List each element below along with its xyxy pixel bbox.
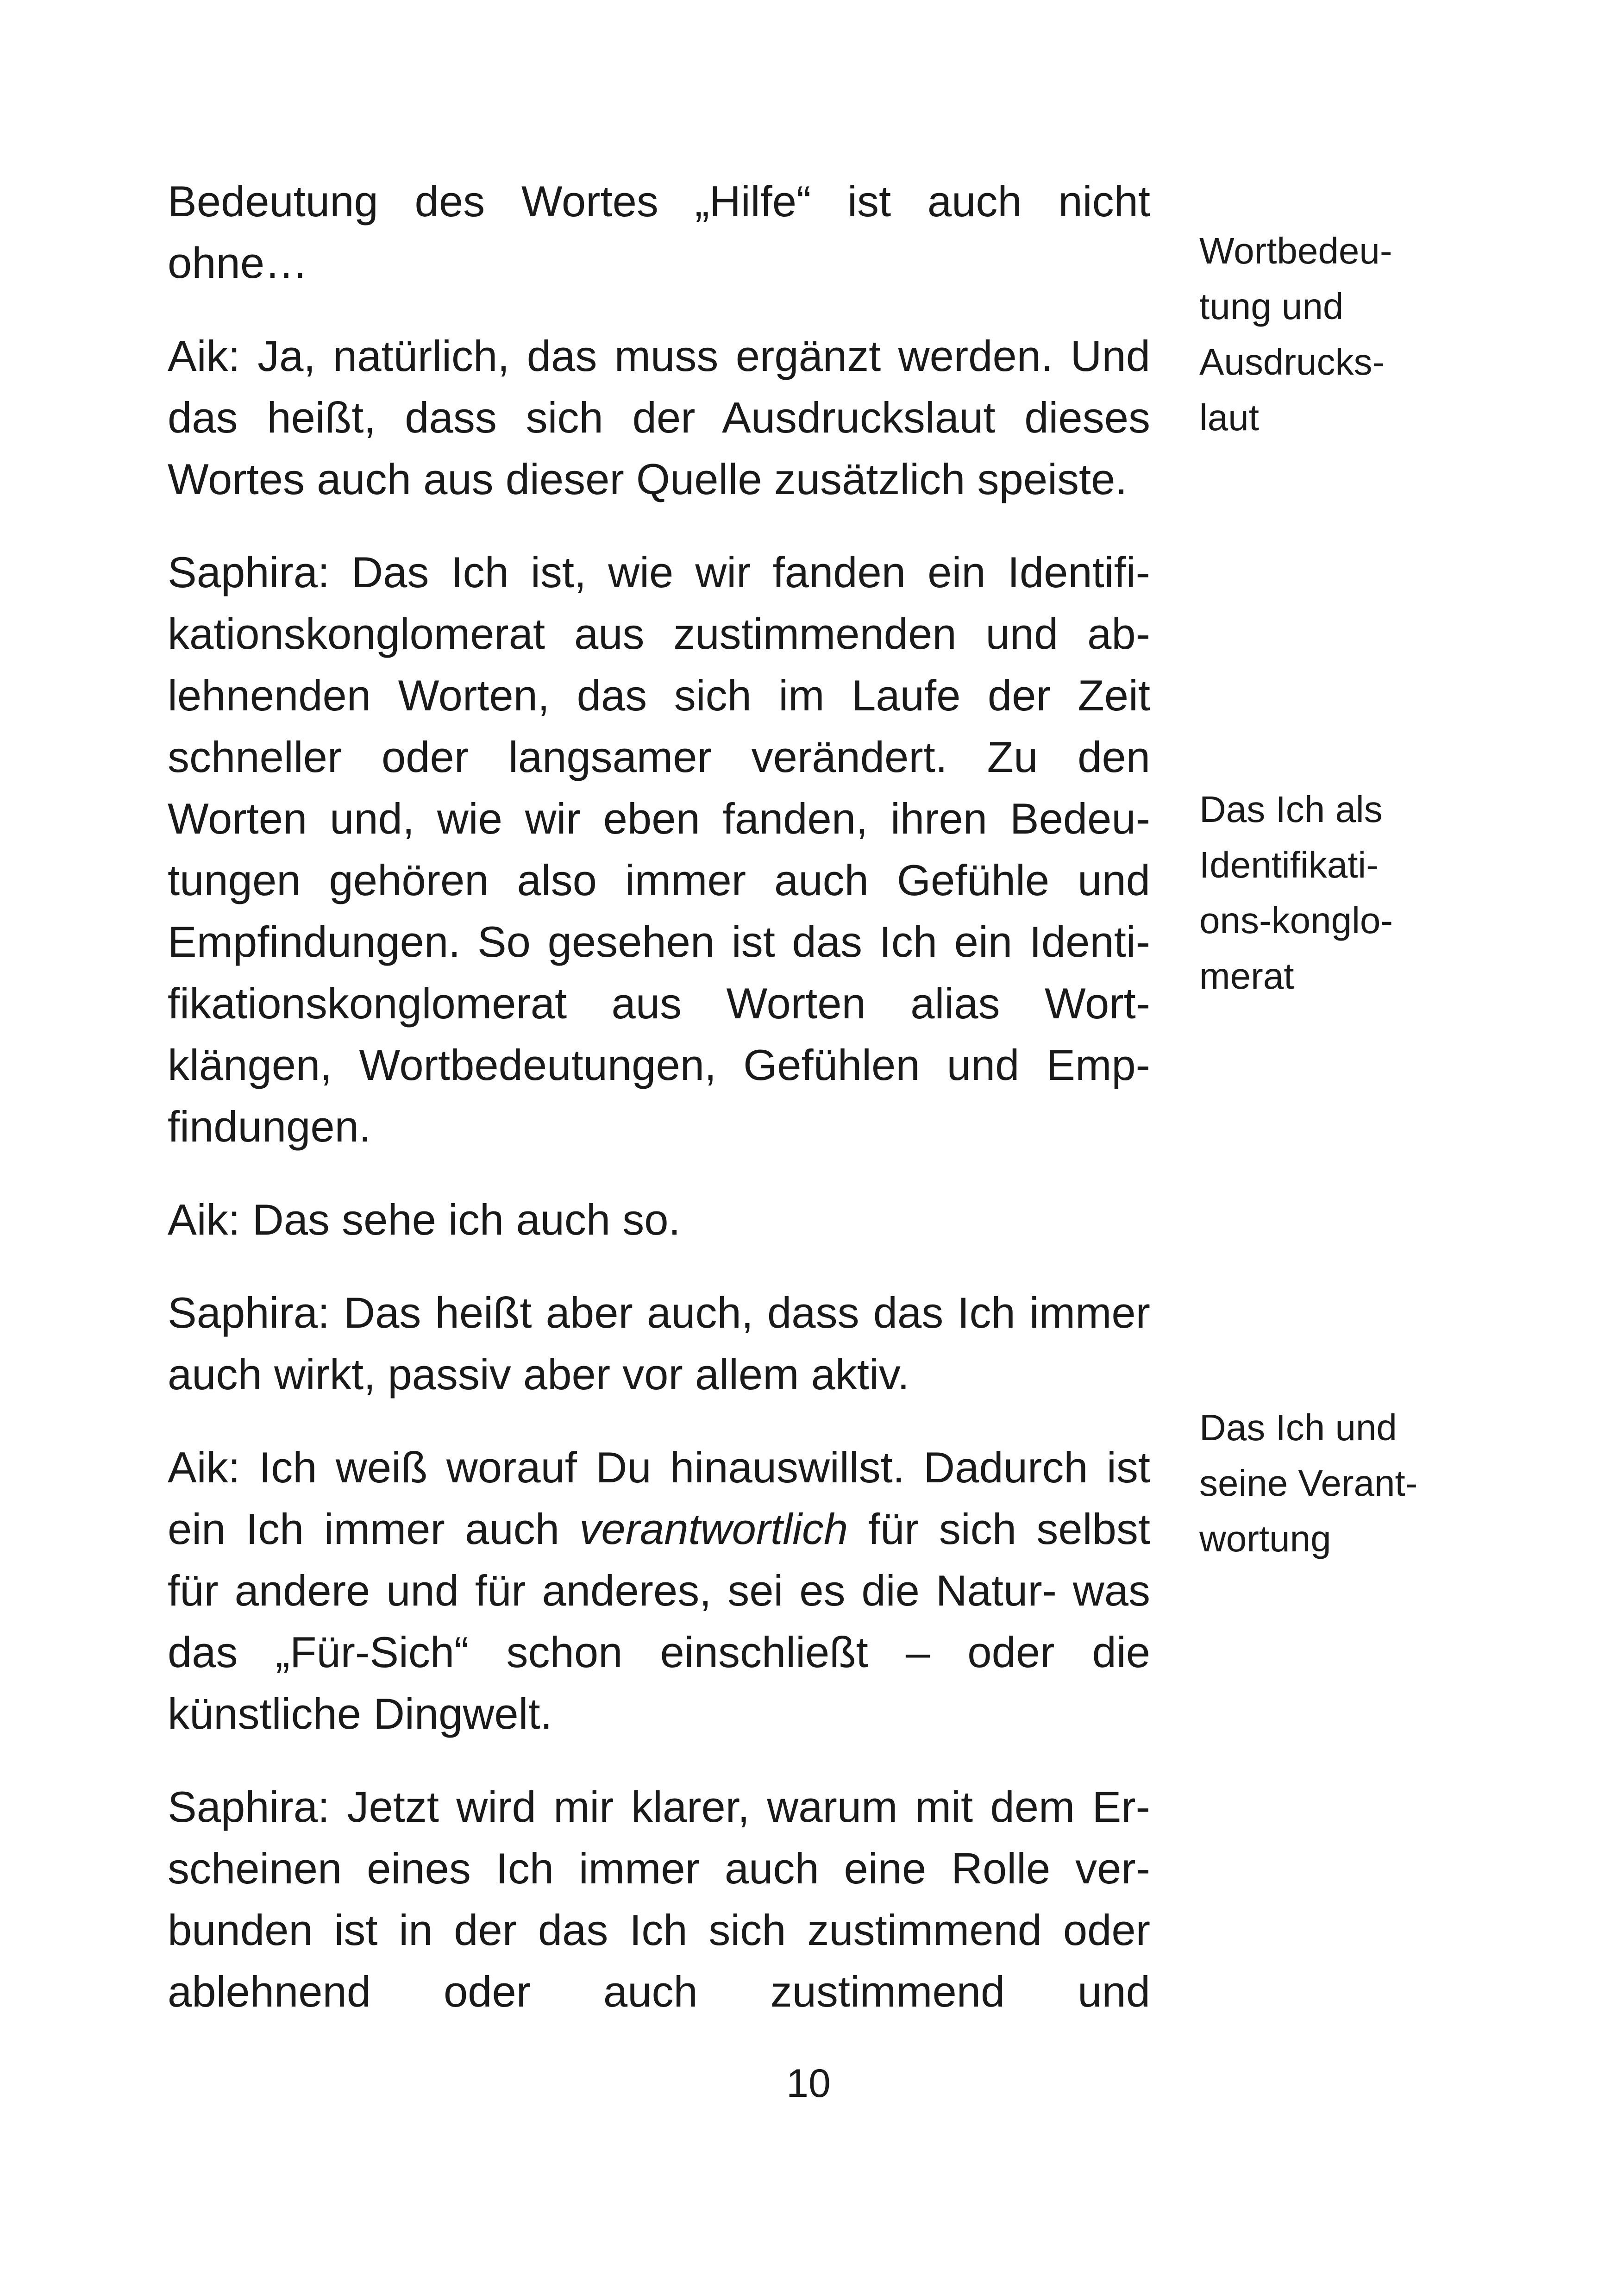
paragraph-2 bbox=[168, 325, 1150, 510]
text-fragment: für sich selbst bbox=[848, 1505, 1150, 1553]
text-line: ohne… bbox=[168, 238, 308, 287]
note-line: Ausdrucks- bbox=[1199, 341, 1385, 383]
note-line: tung und bbox=[1199, 286, 1344, 327]
text-line: fikationskonglomerat aus Worten alias Wort- bbox=[168, 979, 1150, 1028]
text-line: Wortes auch aus dieser Quelle zusätzlich speiste. bbox=[168, 455, 1128, 503]
text-line: auch wirkt, passiv aber vor allem aktiv. bbox=[168, 1350, 910, 1399]
emphasized-word: verantwortlich bbox=[579, 1505, 848, 1553]
text-line: Aik: Ich weiß worauf Du hinauswillst. Dadurch ist bbox=[168, 1443, 1150, 1492]
text-line: Worten und, wie wir eben fanden, ihren Bedeu- bbox=[168, 794, 1150, 843]
text-line: Saphira: Das heißt aber auch, dass das Ich immer bbox=[168, 1288, 1150, 1337]
text-line: Aik: Ja, natürlich, das muss ergänzt werden. Und bbox=[168, 332, 1150, 380]
paragraph-3 bbox=[168, 541, 1150, 1157]
note-line: ons-konglo- bbox=[1199, 900, 1393, 941]
margin-note-2 bbox=[1199, 782, 1393, 1004]
text-line: scheinen eines Ich immer auch eine Rolle ver- bbox=[168, 1844, 1150, 1893]
paragraph-4 bbox=[168, 1189, 1150, 1250]
text-line: das heißt, dass sich der Ausdruckslaut dieses bbox=[168, 393, 1150, 442]
text-line-with-emphasis bbox=[168, 1498, 1150, 1560]
main-text bbox=[168, 170, 1150, 2022]
paragraph-1 bbox=[168, 170, 1150, 294]
text-line: künstliche Dingwelt. bbox=[168, 1689, 552, 1738]
text-line: Empfindungen. So gesehen ist das Ich ein Identi- bbox=[168, 917, 1150, 966]
text-line: lehnenden Worten, das sich im Laufe der Zeit bbox=[168, 671, 1150, 720]
text-line: das „Für-Sich“ schon einschließt – oder die bbox=[168, 1628, 1150, 1676]
text-line: schneller oder langsamer verändert. Zu den bbox=[168, 733, 1150, 781]
margin-note-3 bbox=[1199, 1400, 1417, 1567]
paragraph-5 bbox=[168, 1282, 1150, 1405]
text-line: für andere und für anderes, sei es die Natur- was bbox=[168, 1566, 1150, 1615]
text-line: bunden ist in der das Ich sich zustimmend oder bbox=[168, 1906, 1150, 1954]
note-line: wortung bbox=[1199, 1518, 1331, 1559]
page-number: 10 bbox=[786, 2061, 831, 2106]
paragraph-7 bbox=[168, 1776, 1150, 2022]
paragraph-6 bbox=[168, 1437, 1150, 1744]
note-line: Das Ich als bbox=[1199, 789, 1383, 830]
margin-note-1 bbox=[1199, 223, 1392, 445]
text-fragment: ein Ich immer auch bbox=[168, 1505, 580, 1553]
note-line: laut bbox=[1199, 397, 1259, 438]
note-line: seine Verant- bbox=[1199, 1462, 1418, 1504]
text-line: klängen, Wortbedeutungen, Gefühlen und Emp- bbox=[168, 1041, 1150, 1089]
text-line: Saphira: Jetzt wird mir klarer, warum mit dem Er- bbox=[168, 1782, 1150, 1831]
note-line: merat bbox=[1199, 955, 1294, 997]
note-line: Wortbedeu- bbox=[1199, 230, 1392, 271]
text-line: tungen gehören also immer auch Gefühle und bbox=[168, 856, 1150, 904]
text-line: Aik: Das sehe ich auch so. bbox=[168, 1195, 681, 1244]
text-line: findungen. bbox=[168, 1102, 371, 1151]
text-line: Saphira: Das Ich ist, wie wir fanden ein Identifi- bbox=[168, 548, 1150, 596]
note-line: Das Ich und bbox=[1199, 1407, 1397, 1448]
note-line: Identifikati- bbox=[1199, 844, 1379, 885]
text-line: kationskonglomerat aus zustimmenden und ab- bbox=[168, 609, 1150, 658]
text-line: Bedeutung des Wortes „Hilfe“ ist auch nicht bbox=[168, 177, 1150, 226]
text-line: ablehnend oder auch zustimmend und bbox=[168, 1967, 1150, 2016]
